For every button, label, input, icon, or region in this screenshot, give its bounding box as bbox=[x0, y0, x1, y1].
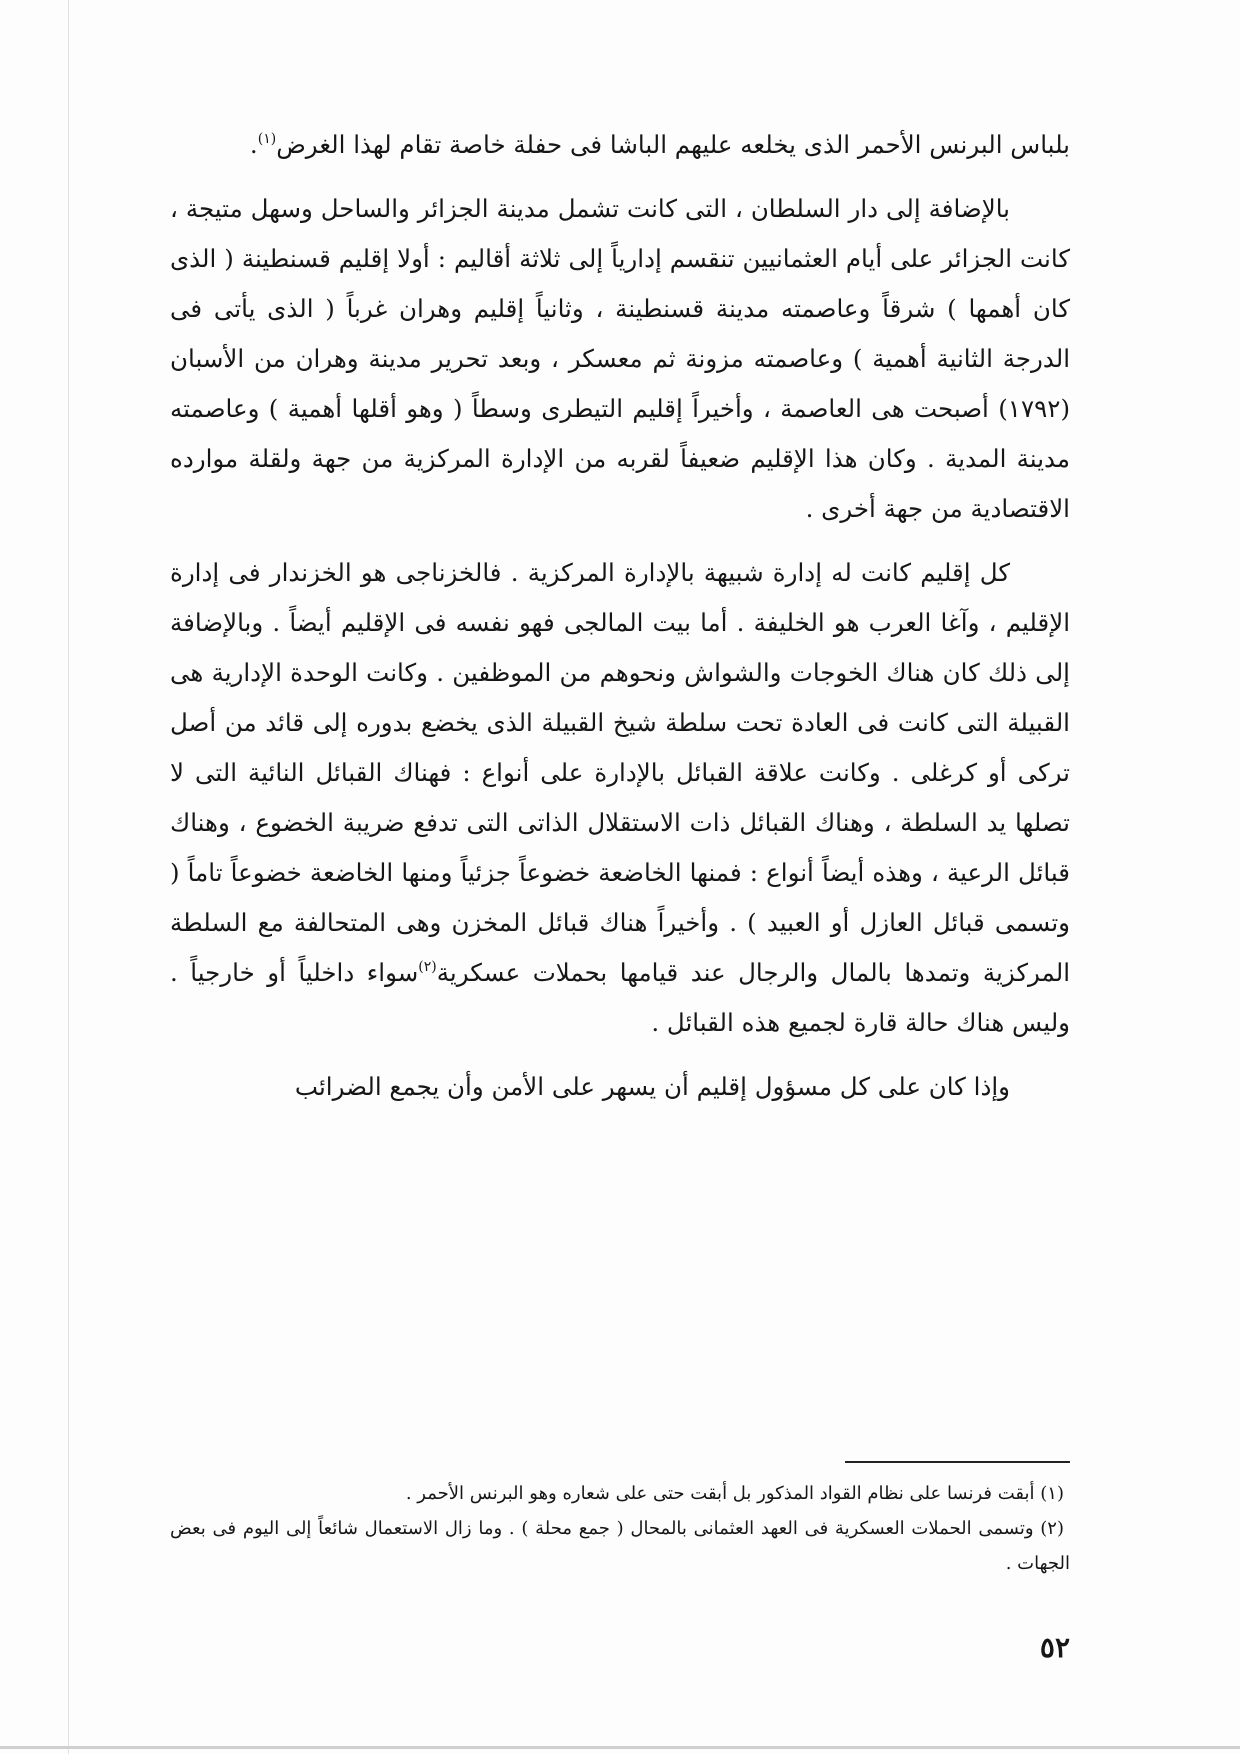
footnote-2: (٢) وتسمى الحملات العسكرية فى العهد العثمانى بالمحال ( جمع محلة ) . وما زال الاستعمال شائعاً إلى اليوم فى بعض الجهات . bbox=[170, 1518, 1070, 1574]
paragraph-2: بالإضافة إلى دار السلطان ، التى كانت تشمل مدينة الجزائر والساحل وسهل متيجة ، كانت الجزائر على أيام العثمانيين تنقسم إدارياً إلى ثلاثة أقاليم : أولا إقليم قسنطينة ( الذى كان أهمها ) شرقاً وعاصمته مدينة قسنطينة ، وثانياً إقليم وهران غرباً ( الذى يأتى فى الدرجة الثانية أهمية ) وعاصمته مزونة ثم معسكر ، وبعد تحرير مدينة وهران من الأسبان (١٧٩٢) أصبحت هى العاصمة ، وأخيراً إقليم التيطرى وسطاً ( وهو أقلها أهمية ) وعاصمته مدينة المدية . وكان هذا الإقليم ضعيفاً لقربه من الإدارة المركزية من جهة ولقلة موارده الاقتصادية من جهة أخرى . bbox=[170, 194, 1070, 523]
paragraph-1 bbox=[170, 120, 1070, 170]
paragraph-4: وإذا كان على كل مسؤول إقليم أن يسهر على الأمن وأن يجمع الضرائب bbox=[294, 1072, 1010, 1101]
paragraph-3-text-b: سواء داخلياً أو خارجياً . وليس هناك حالة قارة لجميع هذه القبائل . bbox=[170, 958, 1070, 1037]
footnote-ref-1: (١) bbox=[257, 131, 277, 147]
page-bottom-edge bbox=[0, 1746, 1240, 1749]
footnote-divider bbox=[845, 1461, 1070, 1463]
page-number: ٥٢ bbox=[1039, 1631, 1070, 1664]
footnote-ref-2: (٢) bbox=[418, 959, 437, 975]
page-left-edge bbox=[68, 0, 69, 1754]
footnote-1: (١) أبقت فرنسا على نظام القواد المذكور بل أبقت حتى على شعاره وهو البرنس الأحمر . bbox=[405, 1483, 1064, 1504]
paragraph-1-end: . bbox=[249, 130, 258, 159]
main-text bbox=[170, 120, 1070, 1112]
paragraph-3 bbox=[170, 548, 1070, 1048]
footnotes bbox=[170, 1476, 1070, 1581]
paragraph-3-text-a: كل إقليم كانت له إدارة شبيهة بالإدارة المركزية . فالخزناجى هو الخزندار فى إدارة الإقليم ، وآغا العرب هو الخليفة . أما بيت المالجى فهو نفسه فى الإقليم أيضاً . وبالإضافة إلى ذلك كان هناك الخوجات والشواش ونحوهم من الموظفين . وكانت الوحدة الإدارية هى القبيلة التى كانت فى العادة تحت سلطة شيخ القبيلة الذى يخضع بدوره إلى قائد من أصل تركى أو كرغلى . وكانت علاقة القبائل بالإدارة على أنواع : فهناك القبائل النائية التى لا تصلها يد السلطة ، وهناك القبائل ذات الاستقلال الذاتى التى تدفع ضريبة الخضوع ، وهناك قبائل الرعية ، وهذه أيضاً أنواع : فمنها الخاضعة خضوعاً جزئياً ومنها الخاضعة خضوعاً تاماً ( وتسمى قبائل العازل أو العبيد ) . وأخيراً هناك قبائل المخزن وهى المتحالفة مع السلطة المركزية وتمدها بالمال والرجال عند قيامها بحملات عسكرية bbox=[170, 558, 1070, 987]
paragraph-1-text: بلباس البرنس الأحمر الذى يخلعه عليهم الباشا فى حفلة خاصة تقام لهذا الغرض bbox=[276, 130, 1070, 159]
